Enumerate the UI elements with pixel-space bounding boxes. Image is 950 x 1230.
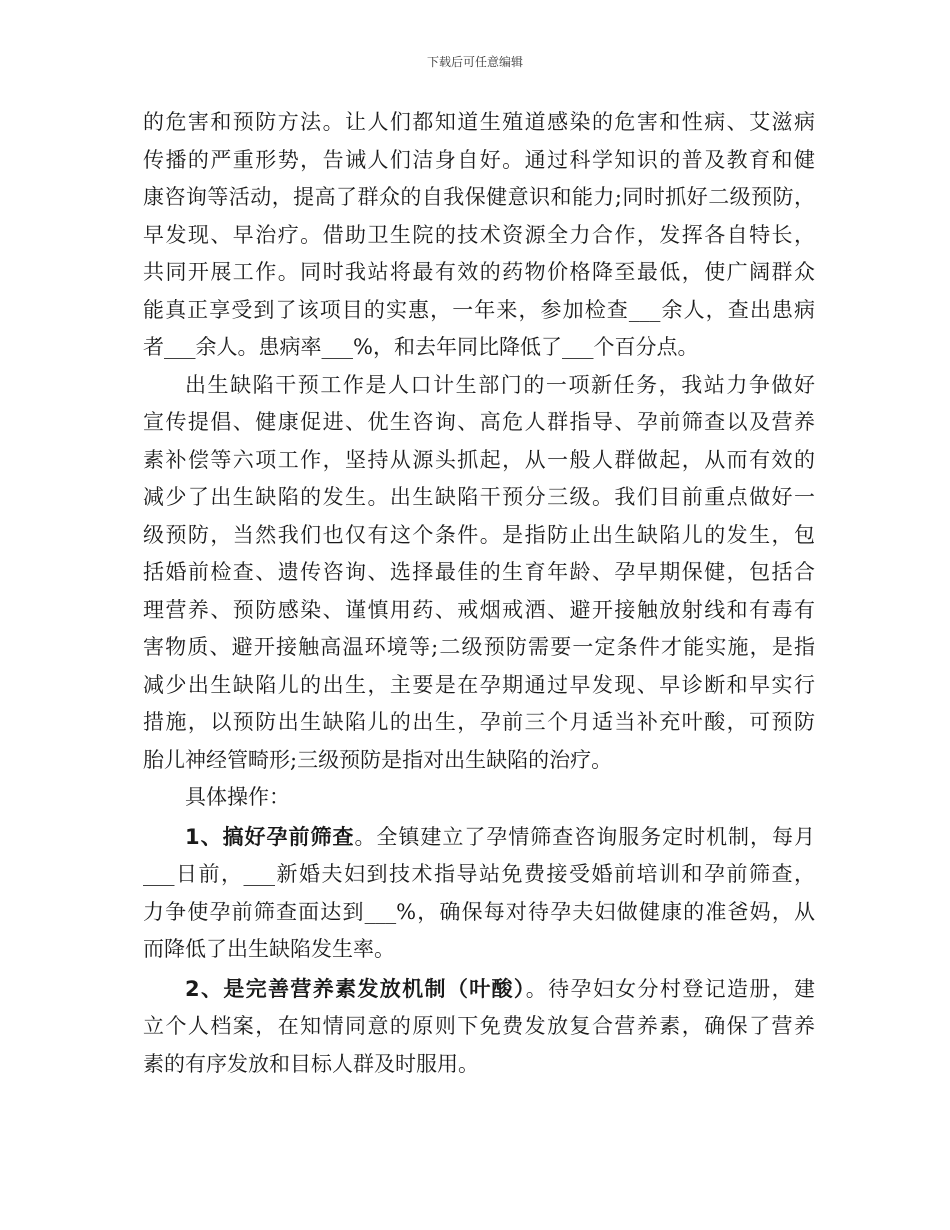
paragraph-disease-prevention (143, 104, 815, 367)
item-prepregnancy-screening (143, 819, 815, 969)
document-body (143, 104, 815, 1083)
text-line: 素补偿等六项工作，坚持从源头抓起，从一般人群做起，从而有效的 (143, 447, 815, 472)
text-line: 素的有序发放和目标人群及时服用。 (143, 1051, 479, 1076)
text-line: 害物质、避开接触高温环境等;二级预防需要一定条件才能实施，是指 (143, 635, 815, 659)
text-line: 的危害和预防方法。让人们都知道生殖道感染的危害和性病、艾滋病 (143, 110, 815, 134)
text-line: 减少出生缺陷儿的出生，主要是在孕期通过早发现、早诊断和早实行 (143, 672, 815, 697)
text-line: 理营养、预防感染、谨慎用药、戒烟戒酒、避开接触放射线和有毒有 (143, 597, 815, 622)
text-line: 共同开展工作。同时我站将最有效的药物价格降至最低，使广阔群众 (143, 260, 815, 284)
text-line: 者___余人。患病率___%，和去年同比降低了___个百分点。 (143, 335, 699, 359)
item-text: 。全镇建立了孕情筛查咨询服务定时机制，每月 (354, 824, 815, 849)
text-line: 立个人档案，在知情同意的原则下免费发放复合营养素，确保了营养 (143, 1014, 815, 1038)
item-nutrient-distribution (143, 971, 815, 1084)
text-line: 括婚前检查、遗传咨询、选择最佳的生育年龄、孕早期保健，包括合 (143, 560, 815, 584)
operations-label: 具体操作： (185, 785, 290, 809)
text-line: 胎儿神经管畸形;三级预防是指对出生缺陷的治疗。 (143, 747, 613, 772)
paragraph-birth-defect-intervention (143, 367, 815, 780)
text-line: 措施，以预防出生缺陷儿的出生，孕前三个月适当补充叶酸，可预防 (143, 710, 815, 734)
text-line: 减少了出生缺陷的发生。出生缺陷干预分三级。我们目前重点做好一 (143, 485, 815, 509)
text-line: 级预防，当然我们也仅有这个条件。是指防止出生缺陷儿的发生，包 (143, 522, 815, 547)
text-line: 能真正享受到了该项目的实惠，一年来，参加检查___余人，查出患病 (143, 297, 815, 322)
text-line: 出生缺陷干预工作是人口计生部门的一项新任务，我站力争做好 (185, 372, 815, 397)
item-title: 1、搞好孕前筛查 (185, 824, 355, 849)
page-header: 下载后可任意编辑 (426, 55, 523, 69)
text-line: 早发现、早治疗。借助卫生院的技术资源全力合作，发挥各自特长， (143, 222, 815, 247)
text-line: ___日前，___新婚夫妇到技术指导站免费接受婚前培训和孕前筛查， (143, 862, 815, 886)
item-title: 2、是完善营养素发放机制（叶酸） (185, 976, 526, 1001)
item-first-line (143, 819, 815, 857)
text-line: 传播的严重形势，告诫人们洁身自好。通过科学知识的普及教育和健 (143, 147, 815, 172)
item-first-line (143, 971, 815, 1009)
text-line: 力争使孕前筛查面达到___%，确保每对待孕夫妇做健康的准爸妈，从 (143, 899, 815, 924)
item-text: 。待孕妇女分村登记造册，建 (525, 976, 815, 1001)
text-line: 宣传提倡、健康促进、优生咨询、高危人群指导、孕前筛查以及营养 (143, 410, 815, 434)
text-line: 而降低了出生缺陷发生率。 (143, 937, 395, 961)
text-line: 康咨询等活动，提高了群众的自我保健意识和能力;同时抓好二级预防， (143, 185, 815, 209)
